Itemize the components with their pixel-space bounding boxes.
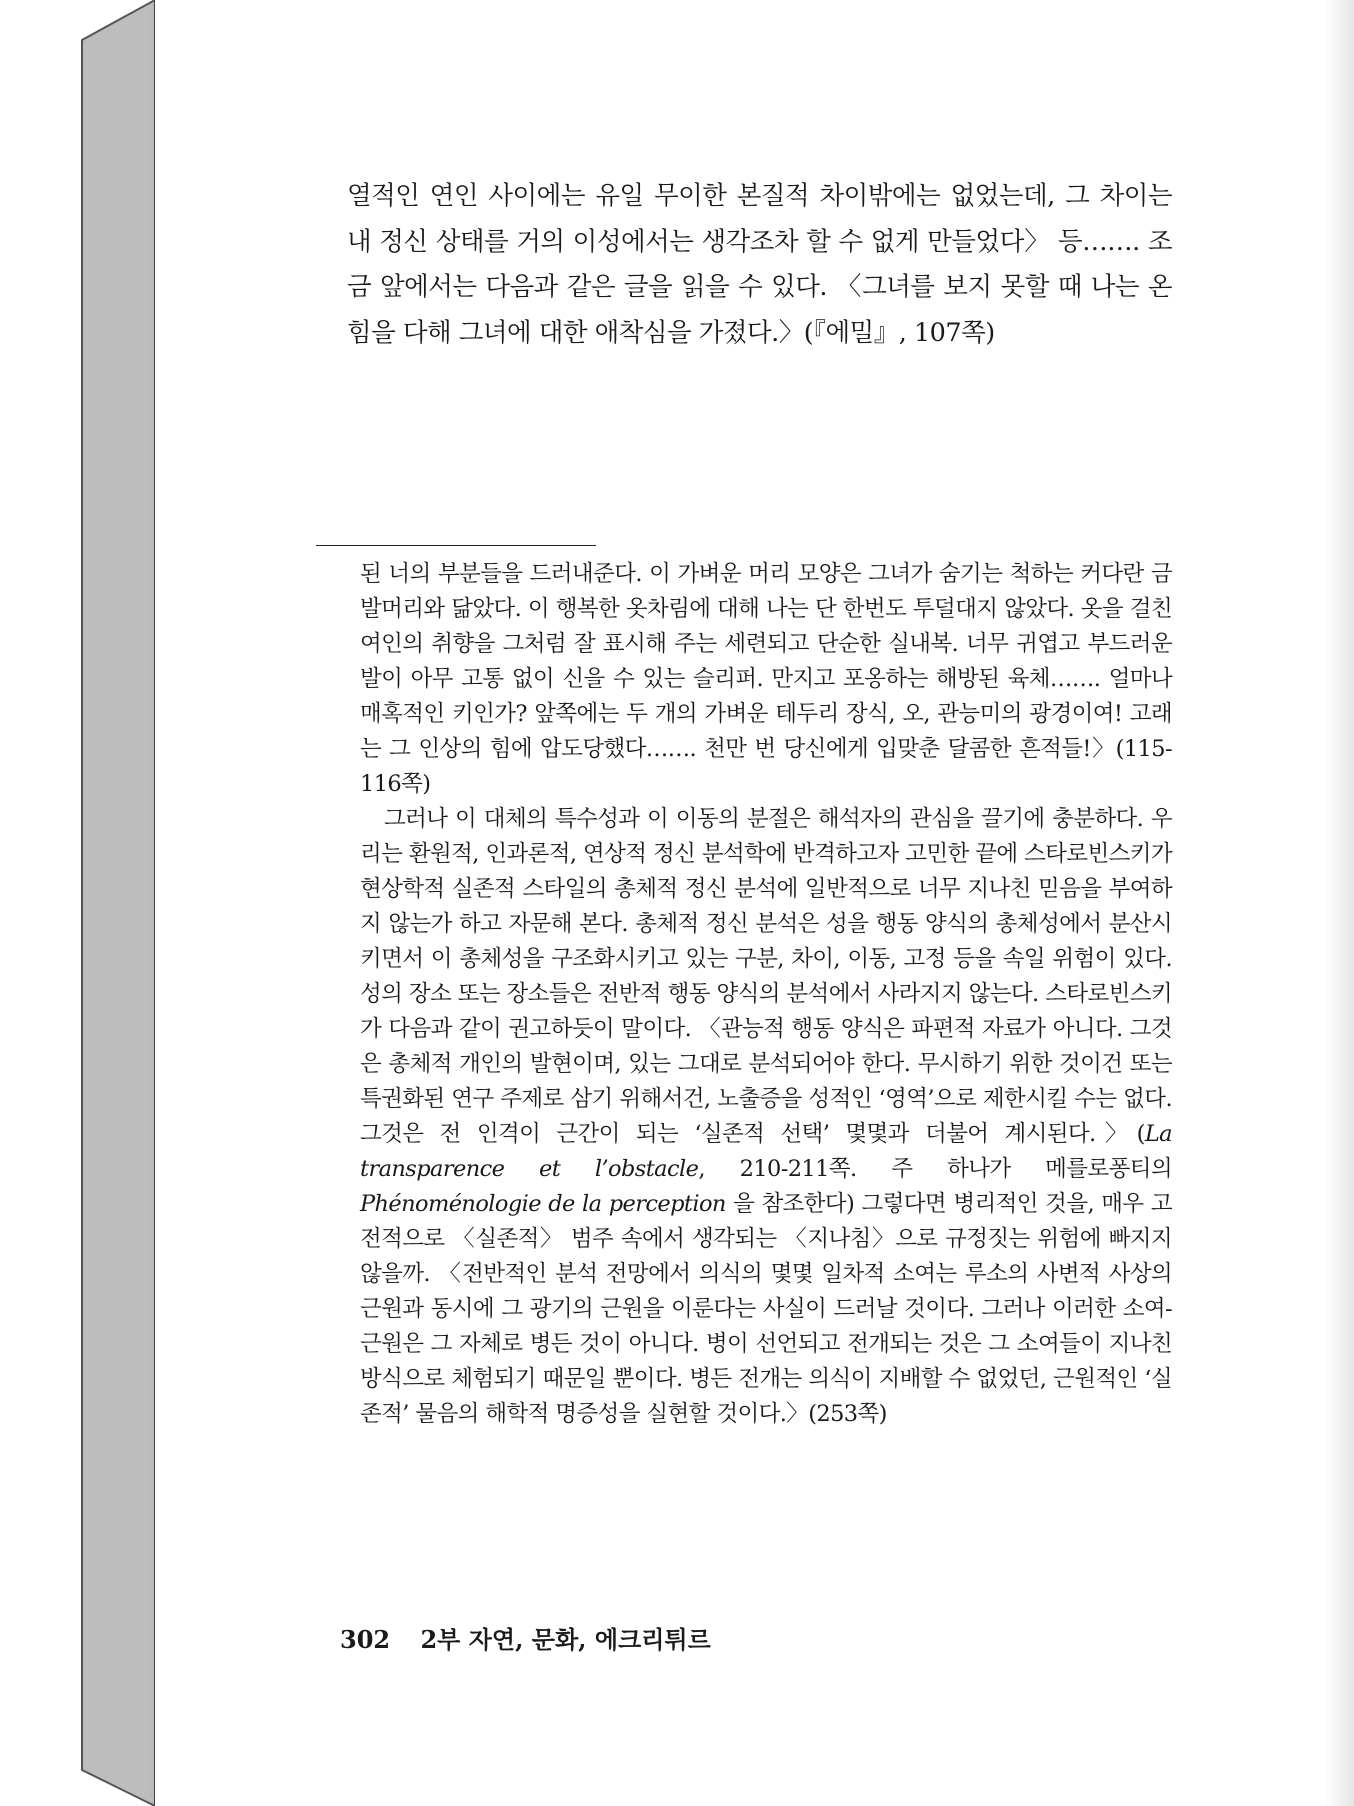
main-text [347, 174, 1172, 356]
page-number: 302 [340, 1625, 391, 1654]
citation-title-phenomenologie: Phénoménologie de la perception [360, 1191, 726, 1217]
footnote-continued-text: 된 너의 부분들을 드러내준다. 이 가벼운 머리 모양은 그녀가 숨기는 척하는 커다란 금발머리와 닮았다. 이 행복한 옷차림에 대해 나는 단 한번도 투덜대지 않았다. 옷을 걸친 여인의 취향을 그처럼 잘 표시해 주는 세련되고 단순한 실내복. 너무 귀엽고 부드러운 발이 아무 고통 없이 신을 수 있는 슬리퍼. 만지고 포옹하는 해방된 육체……. 얼마나 매혹적인 키인가? 앞쪽에는 두 개의 가벼운 테두리 장식, 오, 관능미의 광경이여! 고래는 그 인상의 힘에 압도당했다……. 천만 번 당신에게 입맞춘 달콤한 흔적들!〉(115-116쪽) [360, 561, 1172, 797]
footnote-paragraph [360, 802, 1172, 1432]
citation-title-transparence: La transparence et l’obstacle [360, 1121, 1172, 1182]
page-edge-shadow [1324, 0, 1354, 1806]
footnote-divider [316, 545, 596, 546]
footnote [360, 557, 1172, 1432]
footnote-paragraph-part1: 그러나 이 대체의 특수성과 이 이동의 분절은 해석자의 관심을 끌기에 충분하다. 우리는 환원적, 인과론적, 연상적 정신 분석학에 반격하고자 고민한 끝에 스타로빈스키가 현상학적 실존적 스타일의 총체적 정신 분석에 일반적으로 너무 지나친 믿음을 부여하지 않는가 하고 자문해 본다. 총체적 정신 분석은 성을 행동 양식의 총체성에서 분산시키면서 이 총체성을 구조화시키고 있는 구분, 차이, 이동, 고정 등을 속일 위험이 있다. 성의 장소 또는 장소들은 전반적 행동 양식의 분석에서 사라지지 않는다. 스타로빈스키가 다음과 같이 권고하듯이 말이다. 〈관능적 행동 양식은 파편적 자료가 아니다. 그것은 총체적 개인의 발현이며, 있는 그대로 분석되어야 한다. 무시하기 위한 것이건 또는 특권화된 연구 주제로 삼기 위해서건, 노출증을 성적인 ‘영역’으로 제한시킬 수는 없다. 그것은 전 인격이 근간이 되는 ‘실존적 선택’ 몇몇과 더불어 계시된다.〉( [360, 806, 1172, 1147]
section-title: 2부 자연, 문화, 에크리튀르 [420, 1625, 711, 1654]
main-paragraph: 열적인 연인 사이에는 유일 무이한 본질적 차이밖에는 없었는데, 그 차이는 내 정신 상태를 거의 이성에서는 생각조차 할 수 없게 만들었다〉 등……. 조금 앞에서는 다음과 같은 글을 읽을 수 있다. 〈그녀를 보지 못할 때 나는 온 힘을 다해 그녀에 대한 애착심을 가졌다.〉(『에밀』, 107쪽) [347, 181, 1172, 348]
footnote-paragraph-part3: 을 참조한다) 그렇다면 병리적인 것을, 매우 고전적으로 〈실존적〉 범주 속에서 생각되는 〈지나침〉으로 규정짓는 위험에 빠지지 않을까. 〈전반적인 분석 전망에서 의식의 몇몇 일차적 소여는 루소의 사변적 사상의 근원과 동시에 그 광기의 근원을 이룬다는 사실이 드러날 것이다. 그러나 이러한 소여-근원은 그 자체로 병든 것이 아니다. 병이 선언되고 전개되는 것은 그 소여들이 지나친 방식으로 체험되기 때문일 뿐이다. 병든 전개는 의식이 지배할 수 없었던, 근원적인 ‘실존적’ 물음의 해학적 명증성을 실현할 것이다.〉(253쪽) [360, 1191, 1172, 1427]
footnote-paragraph-part2: , 210-211쪽. 주 하나가 메를로퐁티의 [698, 1156, 1172, 1182]
page-footer [340, 1620, 711, 1655]
